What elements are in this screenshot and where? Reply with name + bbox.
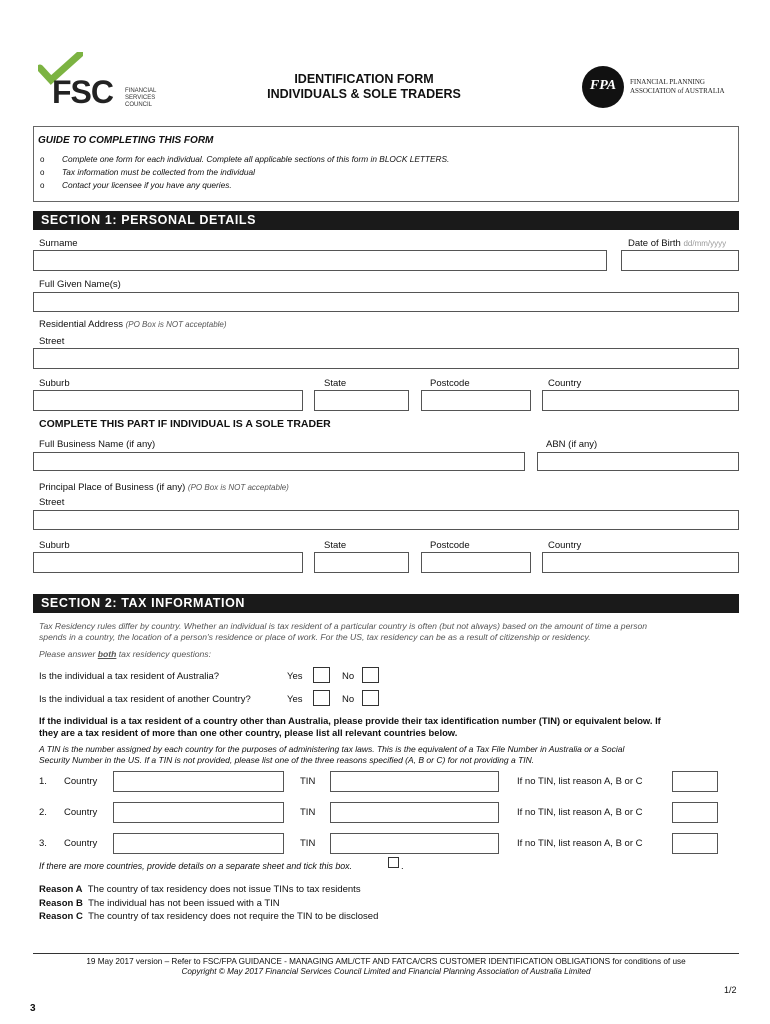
business-street-field[interactable] [33, 510, 739, 530]
state2-label: State [324, 540, 347, 551]
reason-a-key: Reason A [39, 884, 83, 895]
guide-bullet: o [40, 168, 45, 177]
section1-header: SECTION 1: PERSONAL DETAILS [33, 211, 739, 230]
reason-b-key: Reason B [39, 898, 83, 909]
section2-header: SECTION 2: TAX INFORMATION [33, 594, 739, 613]
suburb-field[interactable] [33, 390, 303, 411]
country-field[interactable] [542, 390, 739, 411]
dob-label-group [628, 238, 726, 249]
state-field[interactable] [314, 390, 409, 411]
row3-reason-label: If no TIN, list reason A, B or C [517, 838, 643, 849]
reason-b-text: The individual has not been issued with a TIN [88, 898, 280, 909]
tin-note-line1: A TIN is the number assigned by each country for the purposes of administering tax laws. This is the equivalent of a Tax File Number in Australia or a Social [39, 744, 625, 754]
res-address-group [39, 319, 227, 330]
reason-a-text: The country of tax residency does not issue TINs to tax residents [87, 884, 361, 895]
footer-rule [33, 953, 739, 954]
surname-label: Surname [39, 238, 78, 249]
business-postcode-field[interactable] [421, 552, 531, 573]
guide-heading: GUIDE TO COMPLETING THIS FORM [38, 135, 214, 146]
row1-country-label: Country [64, 776, 98, 787]
row2-country-label: Country [64, 807, 98, 818]
street2-label: Street [39, 497, 65, 508]
q2-yes-label: Yes [287, 694, 303, 705]
business-name-field[interactable] [33, 452, 525, 471]
given-names-field[interactable] [33, 292, 739, 312]
guide-item: Contact your licensee if you have any queries. [62, 180, 232, 190]
row1-number: 1. [39, 776, 47, 787]
fpa-mark: FPA [589, 78, 617, 93]
row1-tin-label: TIN [300, 776, 316, 787]
given-names-label: Full Given Name(s) [39, 279, 121, 290]
reason-b [39, 898, 280, 909]
ppb-group [39, 482, 289, 493]
dob-hint: dd/mm/yyyy [683, 239, 727, 248]
res-address-hint: (PO Box is NOT acceptable) [125, 320, 227, 329]
postcode-field[interactable] [421, 390, 531, 411]
business-country-field[interactable] [542, 552, 739, 573]
ppb-hint: (PO Box is NOT acceptable) [187, 483, 289, 492]
tax-intro-line2: spends in a country, the location of a person's residence or place of work. For the US, tax residency can be as a result of citizenship or residency. [39, 632, 591, 642]
row2-tin-label: TIN [300, 807, 316, 818]
tin-instruction-line2: they are a tax resident of more than one other country, please list all relevant countries below. [39, 727, 458, 738]
sole-trader-heading: COMPLETE THIS PART IF INDIVIDUAL IS A SOLE TRADER [39, 418, 331, 430]
row3-reason-field[interactable] [672, 833, 718, 854]
fpa-logo-line2: ASSOCIATION of AUSTRALIA [630, 87, 725, 95]
guide-bullet: o [40, 155, 45, 164]
guide-bullet: o [40, 181, 45, 190]
fsc-mark: FSC [52, 74, 113, 110]
answer-post: tax residency questions: [116, 649, 211, 659]
row3-country-label: Country [64, 838, 98, 849]
q1-no-checkbox[interactable] [362, 667, 379, 683]
guide-item: Complete one form for each individual. Complete all applicable sections of this form in BLOCK LETTERS. [62, 154, 450, 164]
suburb-label: Suburb [39, 378, 70, 389]
answer-both: both [97, 649, 117, 659]
business-name-label: Full Business Name (if any) [39, 439, 156, 450]
postcode2-label: Postcode [430, 540, 470, 551]
row3-tin-label: TIN [300, 838, 316, 849]
business-suburb-field[interactable] [33, 552, 303, 573]
q1-yes-checkbox[interactable] [313, 667, 330, 683]
reason-c [39, 911, 378, 922]
form-title: IDENTIFICATION FORM [294, 72, 434, 86]
q2-yes-checkbox[interactable] [313, 690, 330, 706]
reason-c-key: Reason C [39, 911, 83, 922]
fsc-logo-line2: SERVICES [125, 95, 156, 101]
dob-field[interactable] [621, 250, 739, 271]
row1-reason-label: If no TIN, list reason A, B or C [517, 776, 643, 787]
postcode-label: Postcode [430, 378, 470, 389]
street-field[interactable] [33, 348, 739, 369]
row1-reason-field[interactable] [672, 771, 718, 792]
surname-field[interactable] [33, 250, 607, 271]
more-countries-period: . [401, 861, 404, 872]
fsc-logo-line3: COUNCIL [125, 102, 153, 108]
page-number: 1/2 [724, 985, 737, 995]
q2-no-checkbox[interactable] [362, 690, 379, 706]
guide-item: Tax information must be collected from the individual [62, 167, 255, 177]
q1-yes-label: Yes [287, 671, 303, 682]
res-address-label: Residential Address [39, 319, 123, 330]
row3-country-field[interactable] [113, 833, 284, 854]
country-label: Country [548, 378, 582, 389]
reason-a [39, 884, 361, 895]
ppb-label: Principal Place of Business (if any) [39, 482, 186, 493]
answer-instruction [39, 649, 211, 659]
dob-label: Date of Birth [628, 238, 681, 249]
tin-instruction-line1: If the individual is a tax resident of a country other than Australia, please provide their tax identification number (TIN) or equivalent below. If [39, 715, 661, 726]
row3-number: 3. [39, 838, 47, 849]
row2-reason-label: If no TIN, list reason A, B or C [517, 807, 643, 818]
row2-country-field[interactable] [113, 802, 284, 823]
country2-label: Country [548, 540, 582, 551]
footer-copyright: Copyright © May 2017 Financial Services Council Limited and Financial Planning Association of Australia Limited [181, 967, 591, 976]
more-countries-checkbox[interactable] [388, 857, 399, 868]
answer-pre: Please answer [39, 649, 98, 659]
q1-no-label: No [342, 671, 355, 682]
row2-number: 2. [39, 807, 47, 818]
reason-c-text: The country of tax residency does not require the TIN to be disclosed [88, 911, 379, 922]
form-subtitle: INDIVIDUALS & SOLE TRADERS [267, 87, 461, 101]
street-label: Street [39, 336, 65, 347]
footer-version: 19 May 2017 version – Refer to FSC/FPA GUIDANCE - MANAGING AML/CTF AND FATCA/CRS CUSTOMER IDENTIFICATION OBLIGATIONS for conditions of use [86, 957, 686, 966]
tin-note-line2: Security Number in the US. If a TIN is not provided, please list one of the three reasons specified (A, B or C) for not providing a TIN. [39, 755, 535, 765]
abn-field[interactable] [537, 452, 739, 471]
suburb2-label: Suburb [39, 540, 70, 551]
row2-reason-field[interactable] [672, 802, 718, 823]
tax-intro-line1: Tax Residency rules differ by country. Whether an individual is tax resident of a particular country is often (but not always) based on the amount of time a person [39, 621, 648, 631]
row1-tin-field[interactable] [330, 771, 499, 792]
row1-country-field[interactable] [113, 771, 284, 792]
corner-number: 3 [30, 1003, 36, 1014]
q2-label: Is the individual a tax resident of another Country? [39, 694, 251, 705]
abn-label: ABN (if any) [546, 439, 598, 450]
fsc-logo-line1: FINANCIAL [125, 88, 157, 94]
row3-tin-field[interactable] [330, 833, 499, 854]
fpa-logo-line1: FINANCIAL PLANNING [630, 78, 705, 86]
more-countries-note: If there are more countries, provide details on a separate sheet and tick this box. [39, 861, 352, 871]
row2-tin-field[interactable] [330, 802, 499, 823]
q2-no-label: No [342, 694, 355, 705]
business-state-field[interactable] [314, 552, 409, 573]
state-label: State [324, 378, 347, 389]
q1-label: Is the individual a tax resident of Australia? [39, 671, 220, 682]
